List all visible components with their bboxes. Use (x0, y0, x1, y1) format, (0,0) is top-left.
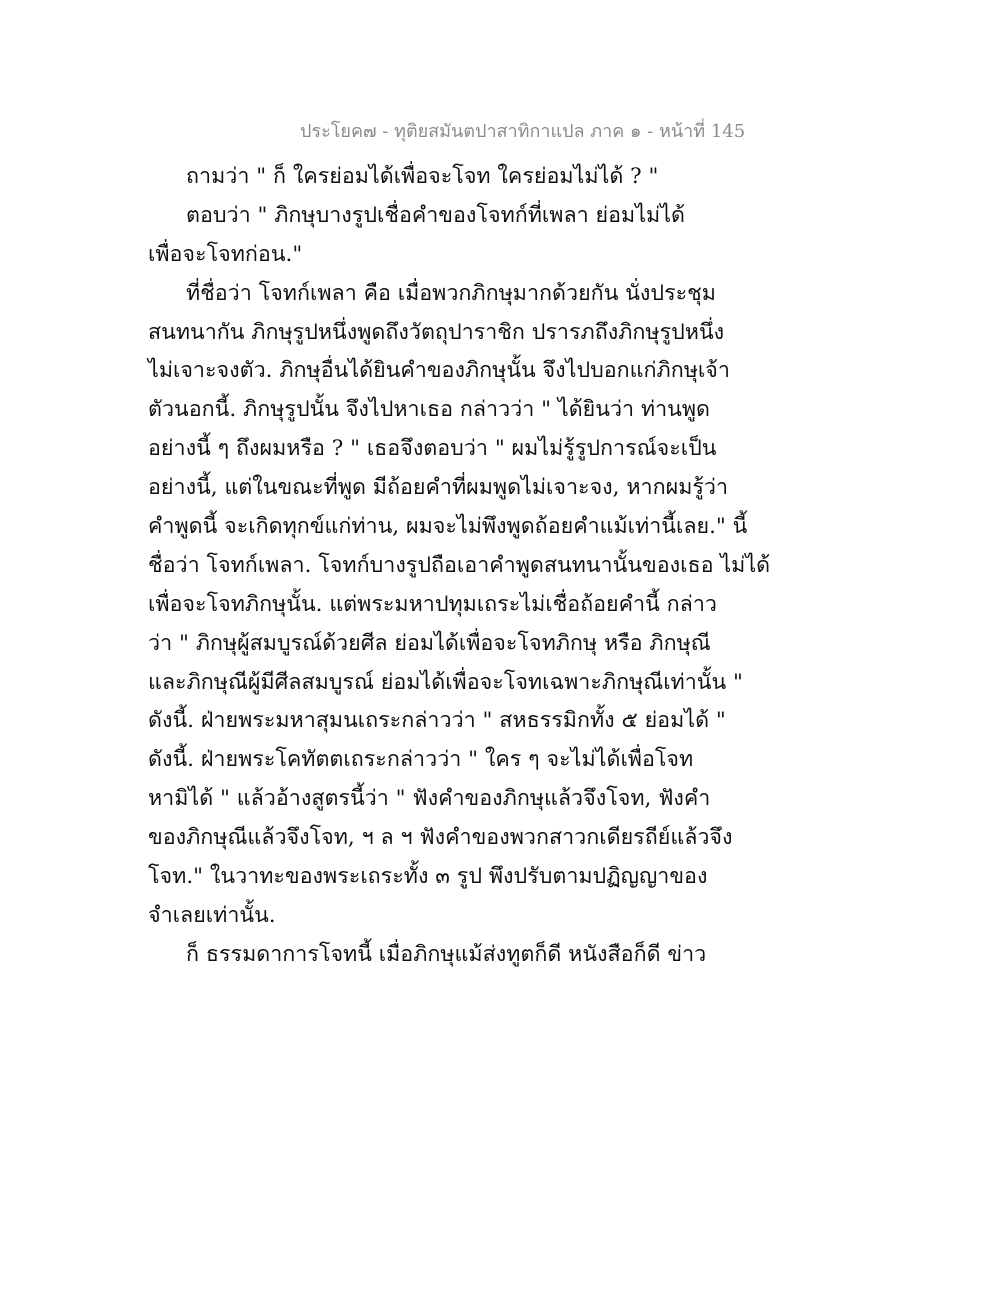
text-line: โจท." ในวาทะของพระเถระทั้ง ๓ รูป พึงปรับตามปฏิญญาของ (148, 864, 708, 890)
text-line: ก็ ธรรมดาการโจทนี้ เมื่อภิกษุแม้ส่งทูตก็ดี หนังสือก็ดี ข่าว (186, 941, 707, 967)
text-line: หามิได้ " แล้วอ้างสูตรนี้ว่า " ฟังคำของภิกษุแล้วจึงโจท, ฟังคำ (148, 786, 711, 812)
text-line: อย่างนี้ ๆ ถึงผมหรือ ? " เธอจึงตอบว่า " ผมไม่รู้รูปการณ์จะเป็น (148, 436, 717, 462)
text-line: ถามว่า " ก็ ใครย่อมได้เพื่อจะโจท ใครย่อมไม่ได้ ? " (186, 164, 659, 189)
text-line: ตัวนอกนี้. ภิกษุรูปนั้น จึงไปหาเธอ กล่าวว่า " ได้ยินว่า ท่านพูด (148, 397, 711, 423)
text-line: ของภิกษุณีแล้วจึงโจท, ฯ ล ฯ ฟังคำของพวกสาวกเดียรถีย์แล้วจึง (148, 825, 733, 851)
text-line: และภิกษุณีผู้มีศีลสมบูรณ์ ย่อมได้เพื่อจะโจทเฉพาะภิกษุณีเท่านั้น " (148, 669, 743, 695)
text-line: คำพูดนี้ จะเกิดทุกข์แก่ท่าน, ผมจะไม่พึงพูดถ้อยคำแม้เท่านี้เลย." นี้ (148, 514, 748, 540)
running-header: ประโยค๗ - ทุติยสมันตปาสาทิกาแปล ภาค ๑ - หน้าที่ 145 (300, 121, 746, 142)
text-line: เพื่อจะโจทก่อน." (148, 241, 303, 267)
text-line: ชื่อว่า โจทก์เพลา. โจทก์บางรูปถือเอาคำพูดสนทนานั้นของเธอ ไม่ได้ (148, 552, 771, 578)
text-line: ดังนี้. ฝ่ายพระโคทัตตเถระกล่าวว่า " ใคร ๆ จะไม่ได้เพื่อโจท (148, 747, 694, 773)
text-line: ว่า " ภิกษุผู้สมบูรณ์ด้วยศีล ย่อมได้เพื่อจะโจทภิกษุ หรือ ภิกษุณี (148, 630, 711, 656)
body-text (148, 158, 771, 975)
text-line: สนทนากัน ภิกษุรูปหนึ่งพูดถึงวัตถุปาราชิก ปรารภถึงภิกษุรูปหนึ่ง (148, 319, 725, 345)
text-line: เพื่อจะโจทภิกษุนั้น. แต่พระมหาปทุมเถระไม่เชื่อถ้อยคำนี้ กล่าว (148, 591, 717, 617)
text-line: ไม่เจาะจงตัว. ภิกษุอื่นได้ยินคำของภิกษุนั้น จึงไปบอกแก่ภิกษุเจ้า (148, 358, 730, 384)
text-line: ที่ชื่อว่า โจทก์เพลา คือ เมื่อพวกภิกษุมากด้วยกัน นั่งประชุม (186, 280, 716, 306)
text-line: อย่างนี้, แต่ในขณะที่พูด มีถ้อยคำที่ผมพูดไม่เจาะจง, หากผมรู้ว่า (148, 475, 729, 501)
text-line: ตอบว่า " ภิกษุบางรูปเชื่อคำของโจทก์ที่เพลา ย่อมไม่ได้ (186, 202, 685, 228)
text-line: ดังนี้. ฝ่ายพระมหาสุมนเถระกล่าวว่า " สหธรรมิกทั้ง ๕ ย่อมได้ " (148, 708, 726, 734)
text-line: จำเลยเท่านั้น. (148, 902, 276, 928)
